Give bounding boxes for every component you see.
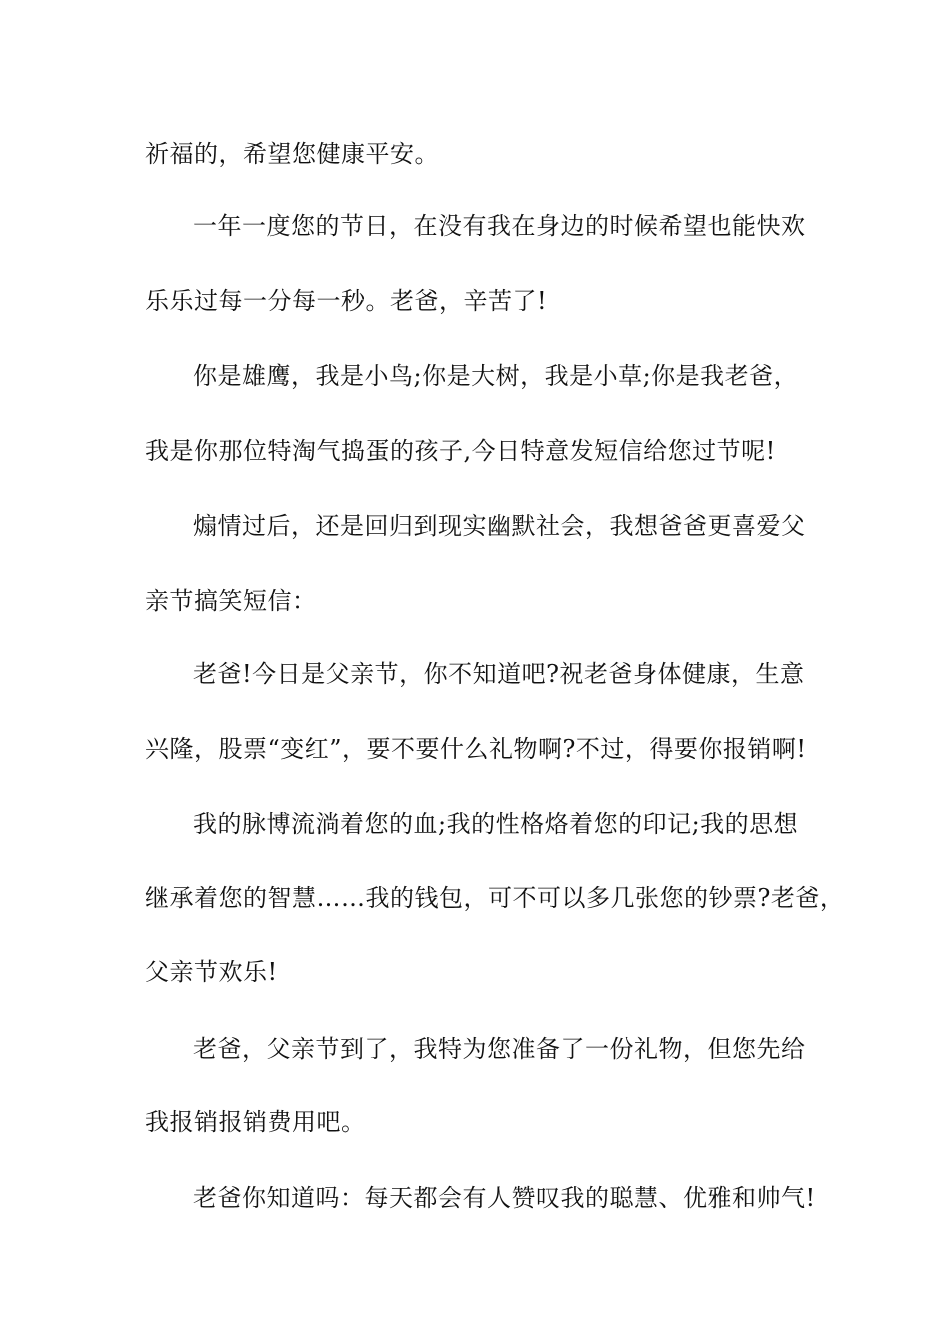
paragraph-first-line: 老爸，父亲节到了，我特为您准备了一份礼物，但您先给 — [193, 1035, 806, 1063]
text-line: 兴隆，股票“变红”，要不要什么礼物啊?不过，得要你报销啊! — [145, 735, 807, 763]
text-line: 我报销报销费用吧。 — [145, 1108, 366, 1136]
text-line: 继承着您的智慧……我的钱包，可不可以多几张您的钞票?老爸， — [145, 884, 845, 912]
text-line: 亲节搞笑短信： — [145, 587, 317, 615]
text-line: 祈福的，希望您健康平安。 — [145, 140, 439, 168]
paragraph-first-line: 我的脉博流淌着您的血;我的性格烙着您的印记;我的思想 — [193, 810, 799, 838]
text-line: 父亲节欢乐! — [145, 958, 278, 986]
paragraph-first-line: 一年一度您的节日，在没有我在身边的时候希望也能快欢 — [193, 212, 806, 240]
paragraph-first-line: 老爸!今日是父亲节，你不知道吧?祝老爸身体健康，生意 — [193, 660, 805, 688]
text-line: 乐乐过每一分每一秒。老爸，辛苦了! — [145, 287, 548, 315]
paragraph-first-line: 老爸你知道吗：每天都会有人赞叹我的聪慧、优雅和帅气! — [193, 1184, 816, 1212]
text-line: 我是你那位特淘气捣蛋的孩子,今日特意发短信给您过节呢! — [145, 437, 776, 465]
paragraph-first-line: 你是雄鹰，我是小鸟;你是大树，我是小草;你是我老爸， — [193, 362, 799, 390]
paragraph-first-line: 煽情过后，还是回归到现实幽默社会，我想爸爸更喜爱父 — [193, 512, 806, 540]
